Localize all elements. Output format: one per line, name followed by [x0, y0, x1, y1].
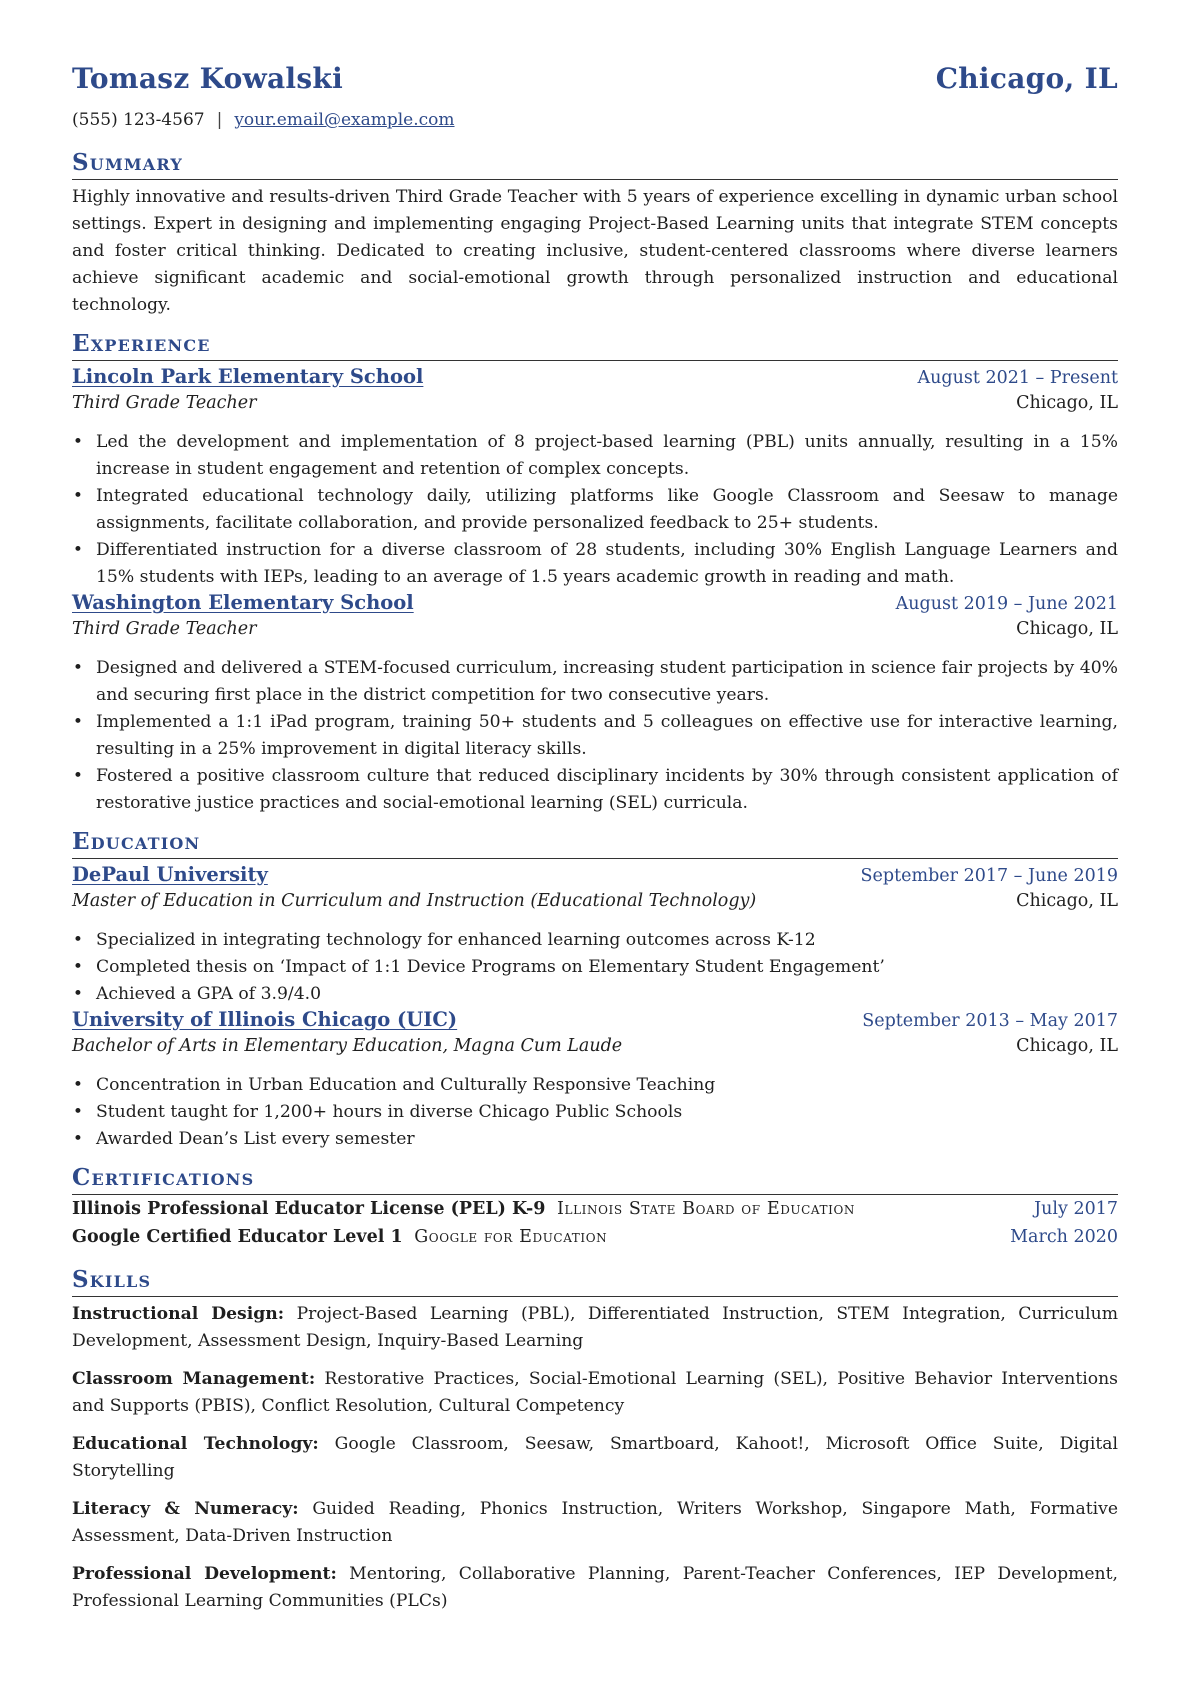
section-title-experience: Experience: [72, 329, 1118, 361]
skill-group-items: Project-Based Learning (PBL), Differentiated Instruction, STEM Integration, Curriculum Development, Assessment Design, Inquiry-Based Learning: [72, 1304, 1118, 1351]
school-name[interactable]: DePaul University: [72, 863, 268, 886]
certification-row: [72, 1227, 1118, 1255]
list-item: • Awarded Dean’s List every semester: [96, 1126, 1118, 1153]
list-item: • Implemented a 1:1 iPad program, training 50+ students and 5 colleagues on effective use for interactive learning, resulting in a 25% improvement in digital literacy skills.: [96, 709, 1118, 763]
skill-group-items: Guided Reading, Phonics Instruction, Writers Workshop, Singapore Math, Formative Assessment, Data-Driven Instruction: [72, 1499, 1119, 1546]
phone-number: (555) 123-4567: [72, 110, 205, 130]
list-item: • Achieved a GPA of 3.9/4.0: [96, 981, 1118, 1008]
education-entry: [72, 1008, 1118, 1153]
certification-date: July 2017: [1034, 1199, 1118, 1219]
list-item: • Concentration in Urban Education and Culturally Responsive Teaching: [96, 1072, 1118, 1099]
list-item: • Student taught for 1,200+ hours in diverse Chicago Public Schools: [96, 1099, 1118, 1126]
certification-issuer: Illinois State Board of Education: [556, 1199, 856, 1219]
certification-name: Google Certified Educator Level 1: [72, 1227, 403, 1247]
email-link[interactable]: your.email@example.com: [234, 110, 455, 130]
skill-group-items: Google Classroom, Seesaw, Smartboard, Kahoot!, Microsoft Office Suite, Digital Storytelling: [72, 1434, 1119, 1481]
list-item: • Specialized in integrating technology for enhanced learning outcomes across K-12: [96, 927, 1118, 954]
job-title: Third Grade Teacher: [72, 393, 257, 413]
list-item: • Fostered a positive classroom culture that reduced disciplinary incidents by 30% through consistent application of restorative justice practices and social-emotional learning (SEL) curricula.: [96, 763, 1118, 817]
skill-group-label: Instructional Design:: [72, 1304, 285, 1324]
section-title-certifications: Certifications: [72, 1163, 1118, 1195]
skill-group-label: Professional Development:: [72, 1564, 337, 1584]
certification-issuer: Google for Education: [414, 1227, 608, 1247]
employment-dates: August 2019 – June 2021: [895, 594, 1118, 614]
experience-entry: [72, 591, 1118, 817]
certification-date: March 2020: [1010, 1227, 1118, 1247]
job-title: Third Grade Teacher: [72, 619, 257, 639]
skill-group-label: Classroom Management:: [72, 1369, 316, 1389]
skill-group: [72, 1431, 1118, 1485]
education-details-list: [72, 927, 1118, 1008]
summary-text: Highly innovative and results-driven Third Grade Teacher with 5 years of experience excelling in dynamic urban school settings. Expert in designing and implementing engaging Project-Based Learning units that integrate STEM concepts and foster critical thinking. Dedicated to creating inclusive, student-centered classrooms where diverse learners achieve significant academic and social-emotional growth through personalized instruction and educational technology.: [72, 187, 1118, 315]
skill-group-items: Mentoring, Collaborative Planning, Parent-Teacher Conferences, IEP Development, Professional Learning Communities (PLCs): [72, 1564, 1118, 1611]
list-item: • Completed thesis on ‘Impact of 1:1 Device Programs on Elementary Student Engagement’: [96, 954, 1118, 981]
education-entry: [72, 863, 1118, 1008]
experience-entry: [72, 365, 1118, 591]
section-title-skills: Skills: [72, 1265, 1118, 1297]
study-dates: September 2017 – June 2019: [860, 866, 1118, 886]
employer-name[interactable]: Lincoln Park Elementary School: [72, 365, 424, 388]
achievement-list: [72, 655, 1118, 817]
list-item: • Integrated educational technology daily, utilizing platforms like Google Classroom and Seesaw to manage assignments, facilitate collaboration, and provide personalized feedback to 25+ students.: [96, 483, 1118, 537]
school-location: Chicago, IL: [1016, 891, 1118, 911]
resume-header: [72, 62, 1118, 106]
section-title-summary: Summary: [72, 148, 1118, 180]
skill-group-items: Restorative Practices, Social-Emotional Learning (SEL), Positive Behavior Interventions and Supports (PBIS), Conflict Resolution, Cultural Competency: [72, 1369, 1118, 1416]
school-name[interactable]: University of Illinois Chicago (UIC): [72, 1008, 458, 1031]
education-details-list: [72, 1072, 1118, 1153]
skill-group: [72, 1561, 1118, 1615]
candidate-name: Tomasz Kowalski: [72, 62, 344, 95]
certification-row: [72, 1199, 1118, 1227]
skill-group-label: Literacy & Numeracy:: [72, 1499, 299, 1519]
contact-separator: |: [216, 110, 223, 130]
employment-dates: August 2021 – Present: [917, 368, 1118, 388]
skill-group: [72, 1301, 1118, 1355]
employer-name[interactable]: Washington Elementary School: [72, 591, 414, 614]
skill-group-label: Educational Technology:: [72, 1434, 319, 1454]
section-title-education: Education: [72, 827, 1118, 859]
skill-group: [72, 1496, 1118, 1550]
skill-group: [72, 1366, 1118, 1420]
degree-title: Master of Education in Curriculum and Instruction (Educational Technology): [72, 891, 757, 911]
school-location: Chicago, IL: [1016, 1036, 1118, 1056]
job-location: Chicago, IL: [1016, 393, 1118, 413]
list-item: • Differentiated instruction for a diverse classroom of 28 students, including 30% English Language Learners and 15% students with IEPs, leading to an average of 1.5 years academic growth in reading and math.: [96, 537, 1118, 591]
candidate-location: Chicago, IL: [935, 62, 1118, 95]
list-item: • Designed and delivered a STEM-focused curriculum, increasing student participation in science fair projects by 40% and securing first place in the district competition for two consecutive years.: [96, 655, 1118, 709]
study-dates: September 2013 – May 2017: [862, 1011, 1118, 1031]
job-location: Chicago, IL: [1016, 619, 1118, 639]
resume-page: [72, 62, 1118, 1626]
certification-name: Illinois Professional Educator License (PEL) K-9: [72, 1199, 546, 1219]
degree-title: Bachelor of Arts in Elementary Education, Magna Cum Laude: [72, 1036, 623, 1056]
list-item: • Led the development and implementation of 8 project-based learning (PBL) units annually, resulting in a 15% increase in student engagement and retention of complex concepts.: [96, 429, 1118, 483]
achievement-list: [72, 429, 1118, 591]
contact-line: [72, 110, 1118, 138]
